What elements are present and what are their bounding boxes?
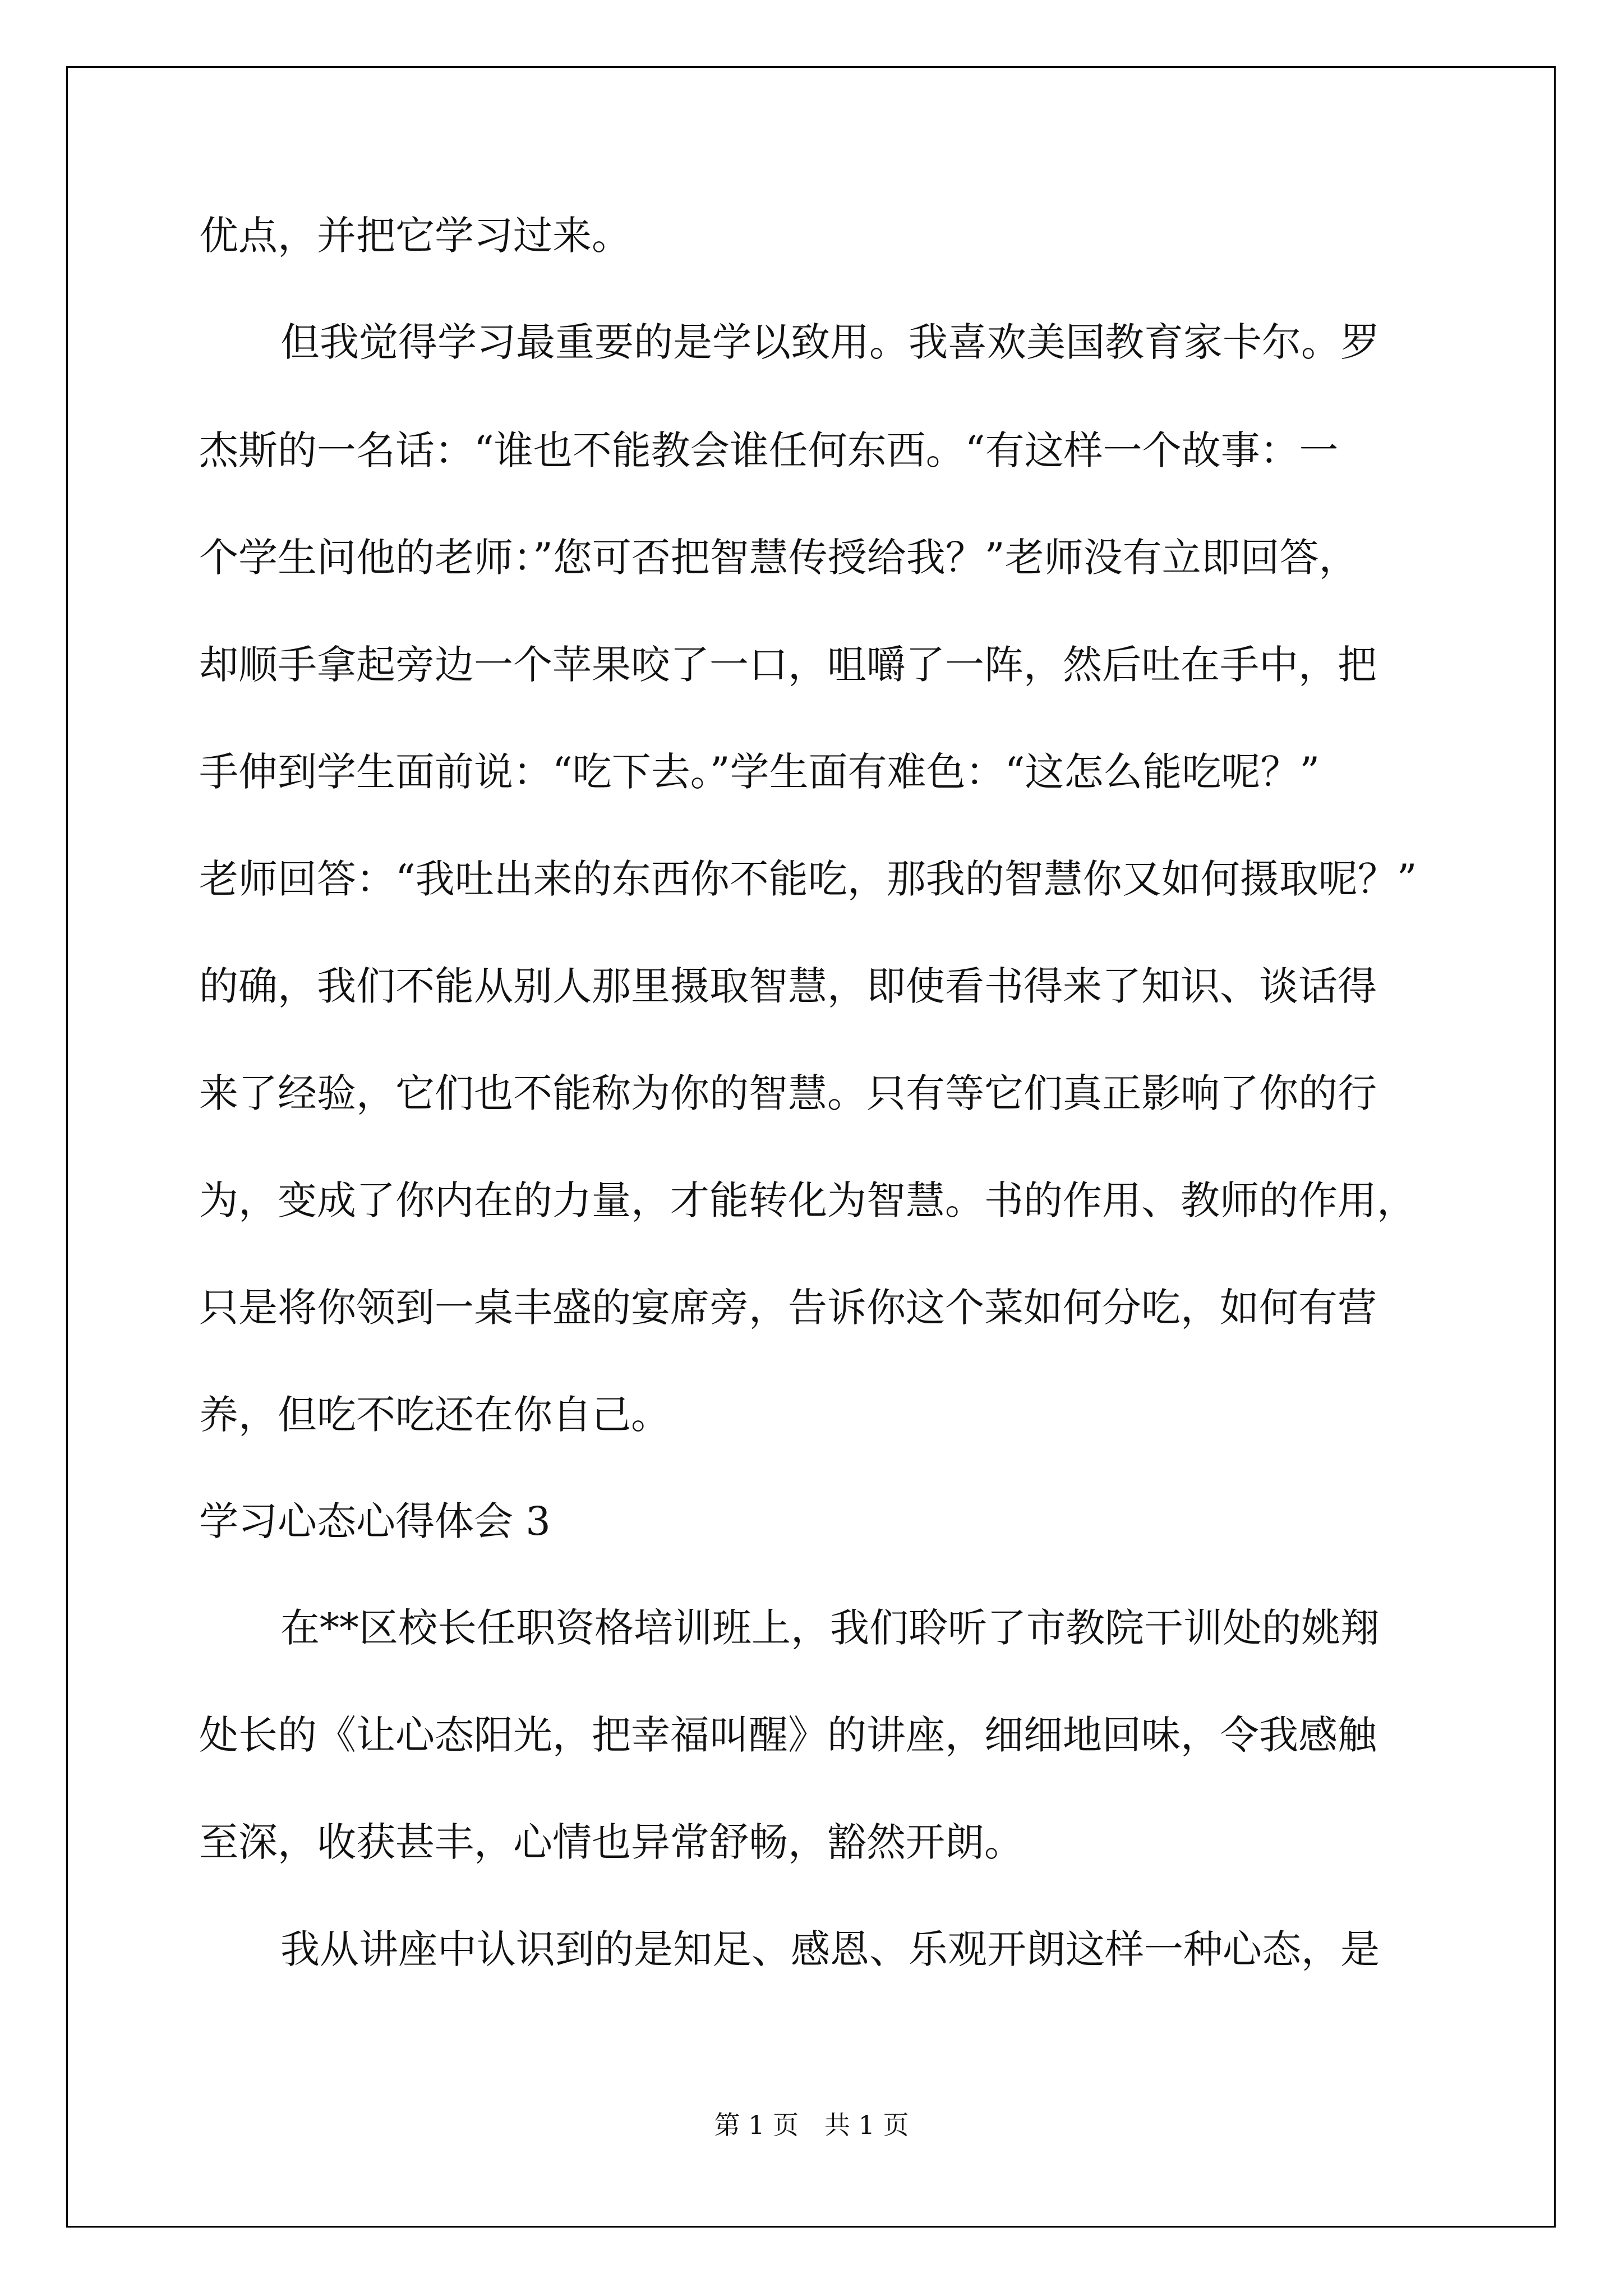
body-text-line: 优点，并把它学习过来。	[199, 213, 631, 259]
body-text-line: 至深，收获甚丰，心情也异常舒畅，豁然开朗。	[199, 1819, 1023, 1865]
page-border	[66, 66, 1556, 2228]
page-footer: 第 1 页 共 1 页	[714, 2110, 909, 2140]
body-text-line: 杰斯的一名话：“谁也不能教会谁任何东西。“有这样一个故事：一	[199, 427, 1339, 473]
body-text-line: 来了经验，它们也不能称为你的智慧。只有等它们真正影响了你的行	[199, 1070, 1377, 1116]
body-text-line: 手伸到学生面前说：“吃下去。”学生面有难色：“这怎么能吃呢？”	[199, 749, 1320, 795]
body-text-line: 为，变成了你内在的力量，才能转化为智慧。书的作用、教师的作用，	[199, 1177, 1416, 1223]
section-heading: 学习心态心得体会 3	[199, 1498, 551, 1544]
body-text-line: 养，但吃不吃还在你自己。	[199, 1392, 670, 1438]
body-text-line: 我从讲座中认识到的是知足、感恩、乐观开朗这样一种心态，是	[280, 1926, 1380, 1972]
body-text-line: 但我觉得学习最重要的是学以致用。我喜欢美国教育家卡尔。罗	[280, 319, 1380, 365]
body-text-line: 却顺手拿起旁边一个苹果咬了一口，咀嚼了一阵，然后吐在手中，把	[199, 642, 1377, 688]
body-text-line: 的确，我们不能从别人那里摄取智慧，即使看书得来了知识、谈话得	[199, 963, 1377, 1009]
body-text-line: 在**区校长任职资格培训班上，我们聆听了市教院干训处的姚翔	[280, 1605, 1380, 1651]
body-text-line: 老师回答：“我吐出来的东西你不能吃，那我的智慧你又如何摄取呢？”	[199, 856, 1417, 902]
body-text-line: 只是将你领到一桌丰盛的宴席旁，告诉你这个菜如何分吃，如何有营	[199, 1285, 1377, 1331]
body-text-line: 个学生问他的老师：”您可否把智慧传授给我？”老师没有立即回答，	[199, 535, 1358, 581]
body-text-line: 处长的《让心态阳光，把幸福叫醒》的讲座，细细地回味，令我感触	[199, 1712, 1377, 1758]
